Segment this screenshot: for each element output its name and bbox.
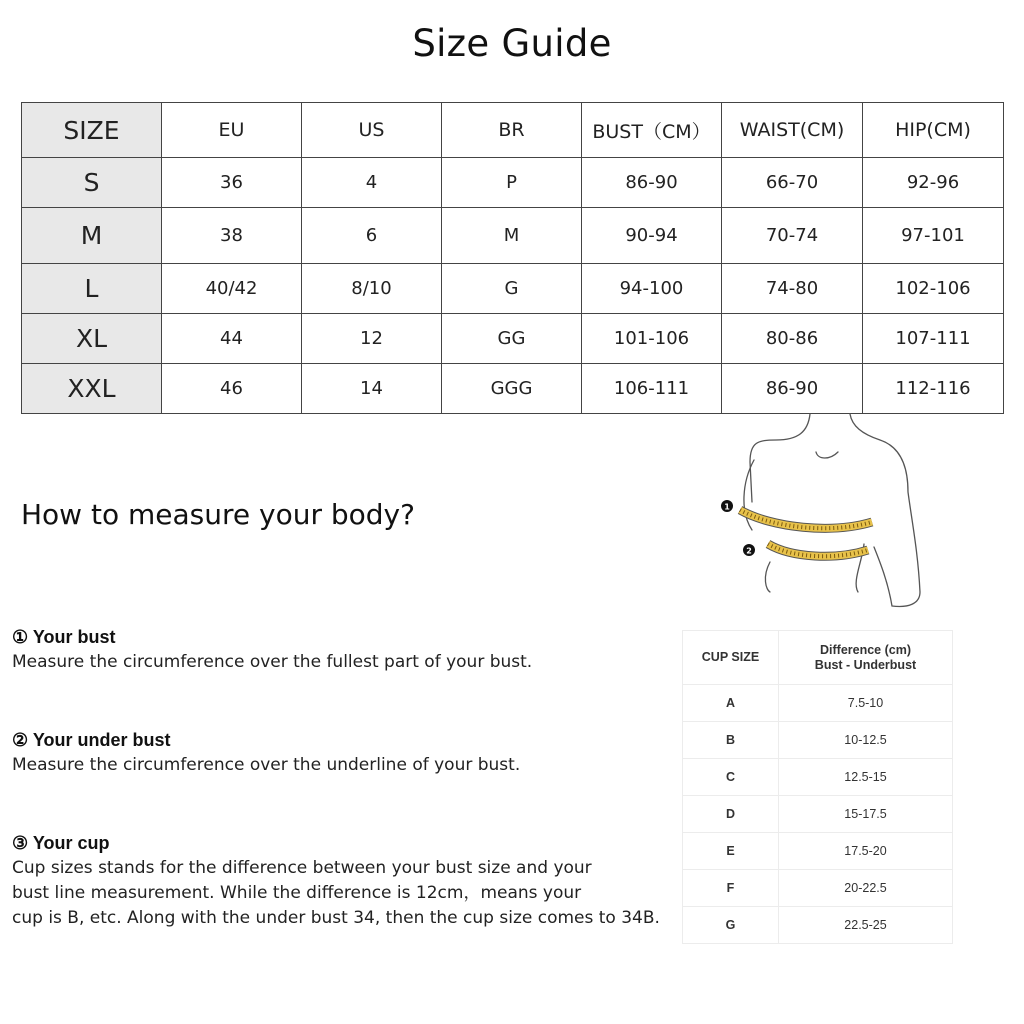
arm-outline [850, 414, 920, 606]
header-cup-size: CUP SIZE [683, 631, 779, 685]
size-label: S [22, 158, 162, 208]
cup-difference: 7.5-10 [779, 685, 953, 722]
table-row [22, 158, 1004, 208]
cup-table-header [683, 631, 953, 685]
cell-bust: 101-106 [582, 314, 722, 364]
cup-letter: C [683, 759, 779, 796]
cup-letter: B [683, 722, 779, 759]
cell-hip: 107-111 [863, 314, 1004, 364]
cell-eu: 38 [162, 208, 302, 264]
cup-letter: G [683, 907, 779, 944]
table-row [22, 208, 1004, 264]
cup-letter: E [683, 833, 779, 870]
step-heading: ③ Your cup [12, 833, 110, 853]
howto-heading: How to measure your body? [21, 498, 415, 531]
marker-2-label: 2 [746, 546, 752, 556]
cell-bust: 86-90 [582, 158, 722, 208]
cell-eu: 46 [162, 364, 302, 414]
size-label: M [22, 208, 162, 264]
step-bust [12, 625, 532, 675]
table-row [683, 685, 953, 722]
step-under-bust [12, 728, 520, 778]
cell-bust: 90-94 [582, 208, 722, 264]
table-row [683, 833, 953, 870]
step-heading: ① Your bust [12, 627, 116, 647]
marker-1-label: 1 [724, 502, 730, 512]
step-heading: ② Your under bust [12, 730, 171, 750]
cup-difference: 12.5-15 [779, 759, 953, 796]
cup-letter: D [683, 796, 779, 833]
cup-difference: 17.5-20 [779, 833, 953, 870]
cup-letter: F [683, 870, 779, 907]
cell-br: GG [442, 314, 582, 364]
cell-us: 8/10 [302, 264, 442, 314]
header-difference-line1: Difference (cm) [820, 642, 911, 657]
bust-measure-illustration [712, 412, 952, 612]
cell-br: GGG [442, 364, 582, 414]
header-difference [779, 631, 953, 685]
cell-bust: 94-100 [582, 264, 722, 314]
cell-hip: 92-96 [863, 158, 1004, 208]
cell-waist: 66-70 [722, 158, 863, 208]
header-waist: WAIST(CM) [722, 103, 863, 158]
cup-letter: A [683, 685, 779, 722]
cup-difference: 20-22.5 [779, 870, 953, 907]
cell-hip: 102-106 [863, 264, 1004, 314]
table-row [683, 796, 953, 833]
cell-waist: 70-74 [722, 208, 863, 264]
table-row [22, 314, 1004, 364]
cell-br: P [442, 158, 582, 208]
step-text: cup is B, etc. Along with the under bust 34, then the cup size comes to 34B. [12, 908, 660, 928]
cell-us: 4 [302, 158, 442, 208]
header-difference-line2: Bust - Underbust [814, 657, 917, 672]
cup-difference: 15-17.5 [779, 796, 953, 833]
cup-difference: 10-12.5 [779, 722, 953, 759]
cell-us: 14 [302, 364, 442, 414]
size-table-header [22, 103, 1004, 158]
cell-eu: 36 [162, 158, 302, 208]
size-table [21, 102, 1004, 414]
cell-us: 6 [302, 208, 442, 264]
table-row [683, 759, 953, 796]
step-text: Measure the circumference over the underline of your bust. [12, 755, 521, 775]
cell-bust: 106-111 [582, 364, 722, 414]
cup-difference: 22.5-25 [779, 907, 953, 944]
torso-outline [750, 414, 810, 502]
table-row [683, 722, 953, 759]
header-us: US [302, 103, 442, 158]
header-bust: BUST（CM） [582, 103, 722, 158]
table-row [22, 264, 1004, 314]
header-br: BR [442, 103, 582, 158]
cell-us: 12 [302, 314, 442, 364]
cell-eu: 40/42 [162, 264, 302, 314]
cell-waist: 74-80 [722, 264, 863, 314]
table-row [683, 870, 953, 907]
step-text: Measure the circumference over the fullest part of your bust. [12, 652, 533, 672]
header-hip: HIP(CM) [863, 103, 1004, 158]
step-text: bust line measurement. While the difference is 12cm，means your [12, 883, 582, 903]
cell-hip: 97-101 [863, 208, 1004, 264]
cup-size-table [682, 630, 953, 944]
page-title: Size Guide [412, 22, 612, 65]
waist-outline [765, 562, 770, 592]
sternum-line [816, 452, 838, 458]
cell-br: M [442, 208, 582, 264]
step-cup [12, 831, 660, 931]
size-label: L [22, 264, 162, 314]
cell-waist: 80-86 [722, 314, 863, 364]
size-label: XXL [22, 364, 162, 414]
table-row [683, 907, 953, 944]
header-size: SIZE [22, 103, 162, 158]
cell-hip: 112-116 [863, 364, 1004, 414]
cell-waist: 86-90 [722, 364, 863, 414]
step-text: Cup sizes stands for the difference between your bust size and your [12, 858, 592, 878]
cell-br: G [442, 264, 582, 314]
table-row [22, 364, 1004, 414]
cell-eu: 44 [162, 314, 302, 364]
size-label: XL [22, 314, 162, 364]
header-eu: EU [162, 103, 302, 158]
